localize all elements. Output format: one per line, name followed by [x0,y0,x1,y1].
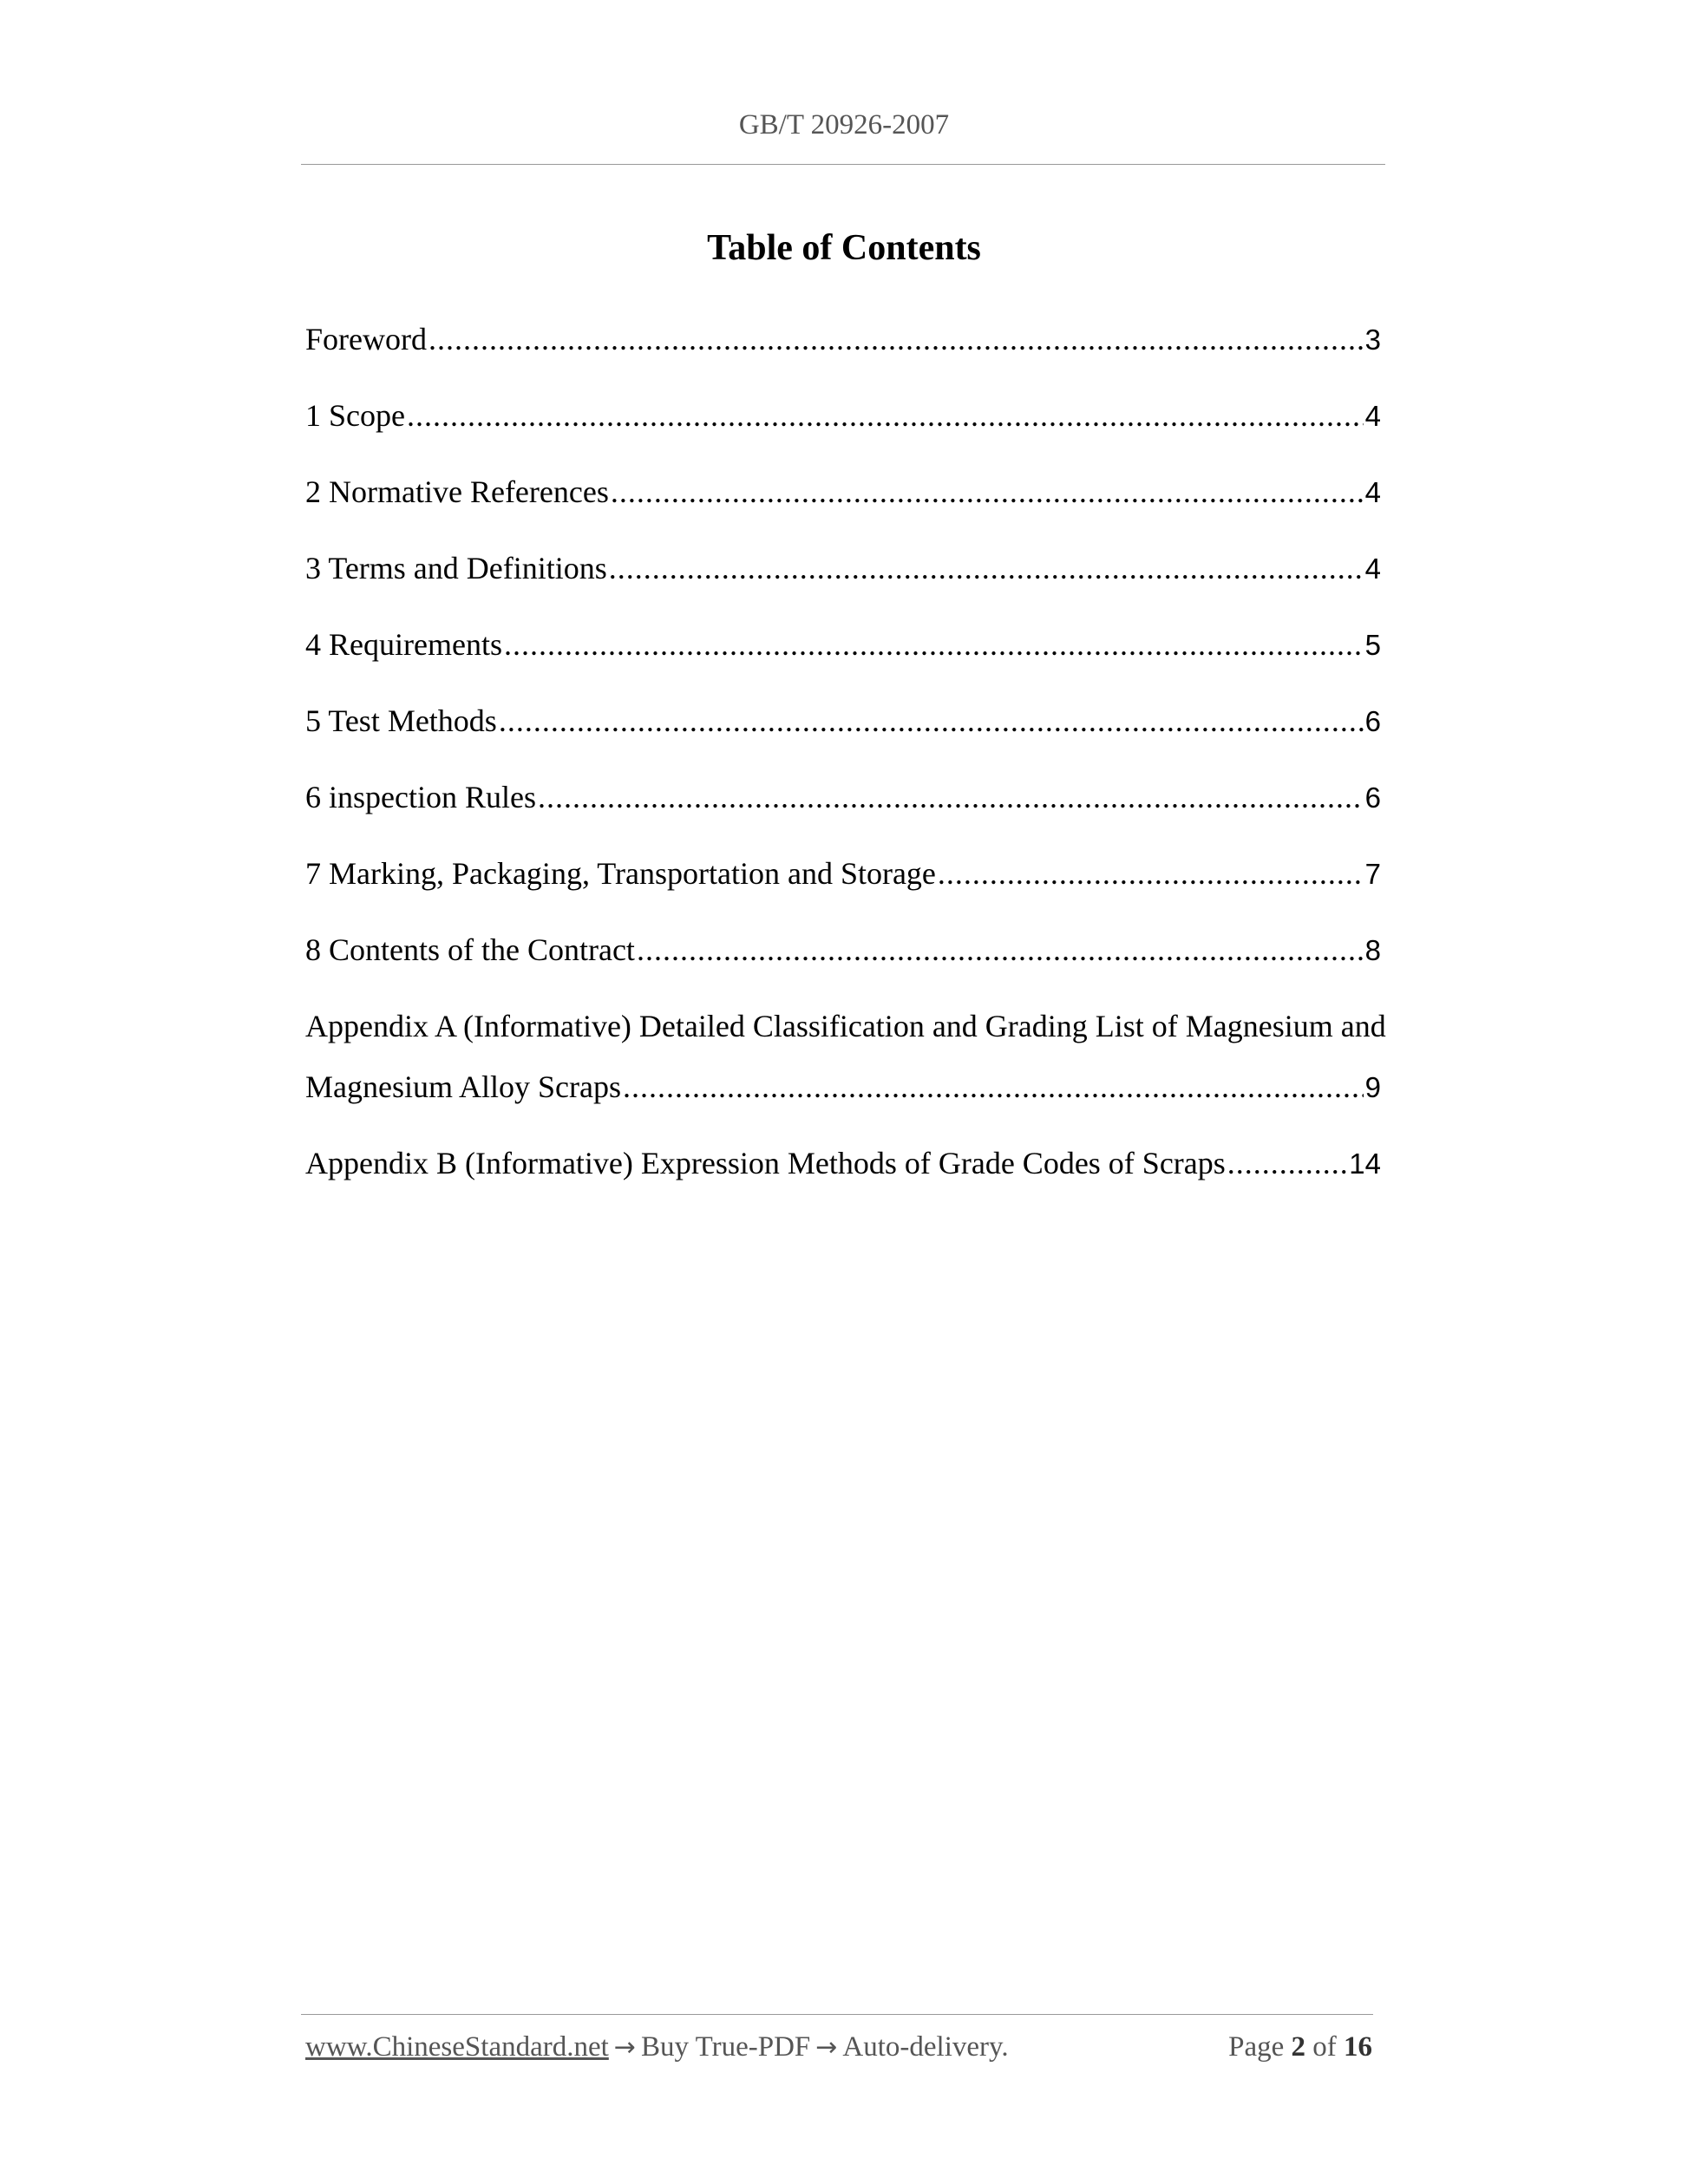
header-divider [301,164,1385,165]
toc-entry-title: 2 Normative References [305,474,609,509]
toc-entry-page: 3 [1364,324,1381,356]
toc-leader-dots [1227,1136,1348,1190]
toc-entry-marking-packaging[interactable] [305,847,1381,923]
toc-entry-page: 9 [1364,1071,1381,1103]
toc-entry-title: 8 Contents of the Contract [305,932,635,967]
toc-entry-normative-references[interactable] [305,465,1381,541]
toc-entry-title: 1 Scope [305,398,405,433]
of-label: of [1312,2031,1337,2063]
footer-divider [301,2014,1373,2015]
toc-entry-page: 4 [1364,400,1381,432]
toc-entry-page: 4 [1364,476,1381,508]
toc-entry-title: 5 Test Methods [305,703,497,738]
toc-leader-dots [538,770,1364,824]
toc-leader-dots [609,541,1364,595]
toc-entry-inspection-rules[interactable] [305,770,1381,847]
toc-entry-title: 4 Requirements [305,627,502,662]
toc-entry-scope[interactable] [305,389,1381,465]
toc-leader-dots [623,1060,1364,1114]
toc-leader-dots [429,312,1364,366]
toc-leader-dots [407,389,1364,442]
toc-entry-title: 7 Marking, Packaging, Transportation and Storage [305,856,936,891]
table-of-contents [305,312,1386,1213]
arrow-right-icon: → [613,2032,636,2063]
site-link[interactable]: www.ChineseStandard.net [305,2031,609,2063]
toc-entry-page: 7 [1364,858,1381,890]
toc-entry-title: Appendix B (Informative) Expression Methods of Grade Codes of Scraps [305,1146,1226,1180]
toc-leader-dots [637,923,1364,977]
current-page: 2 [1291,2031,1305,2063]
toc-entry-page: 6 [1364,705,1381,737]
toc-entry-page: 6 [1364,781,1381,814]
page-number [1228,2031,1372,2063]
toc-leader-dots [504,618,1364,671]
toc-entry-title: Foreword [305,322,427,356]
toc-entry-title-line1: Appendix A (Informative) Detailed Classification and Grading List of Magnesium and [305,1009,1386,1043]
arrow-right-icon: → [815,2032,838,2063]
toc-entry-title: 6 inspection Rules [305,780,536,814]
toc-heading: Table of Contents [707,228,981,268]
toc-entry-appendix-b[interactable] [305,1136,1381,1213]
toc-leader-dots [499,694,1364,748]
toc-entry-requirements[interactable] [305,618,1381,694]
page-label: Page [1228,2031,1285,2063]
total-pages: 16 [1344,2031,1372,2063]
toc-leader-dots [611,465,1364,519]
buy-text: Buy True-PDF [640,2031,811,2063]
toc-entry-contract-contents[interactable] [305,923,1381,999]
toc-entry-foreword[interactable] [305,312,1381,389]
footer-promo [305,2031,1009,2063]
toc-leader-dots [938,847,1364,900]
toc-entry-title-line2: Magnesium Alloy Scraps [305,1069,621,1104]
toc-entry-title: 3 Terms and Definitions [305,551,607,585]
delivery-text: Auto-delivery. [842,2031,1009,2063]
document-header-code: GB/T 20926-2007 [738,109,950,141]
toc-entry-page: 5 [1364,629,1381,661]
page-footer [305,2031,1372,2063]
toc-entry-appendix-a[interactable] [305,999,1386,1136]
toc-entry-page: 4 [1364,553,1381,585]
toc-entry-terms-definitions[interactable] [305,541,1381,618]
toc-entry-page: 8 [1364,934,1381,966]
toc-entry-test-methods[interactable] [305,694,1381,770]
toc-entry-page: 14 [1349,1148,1381,1180]
